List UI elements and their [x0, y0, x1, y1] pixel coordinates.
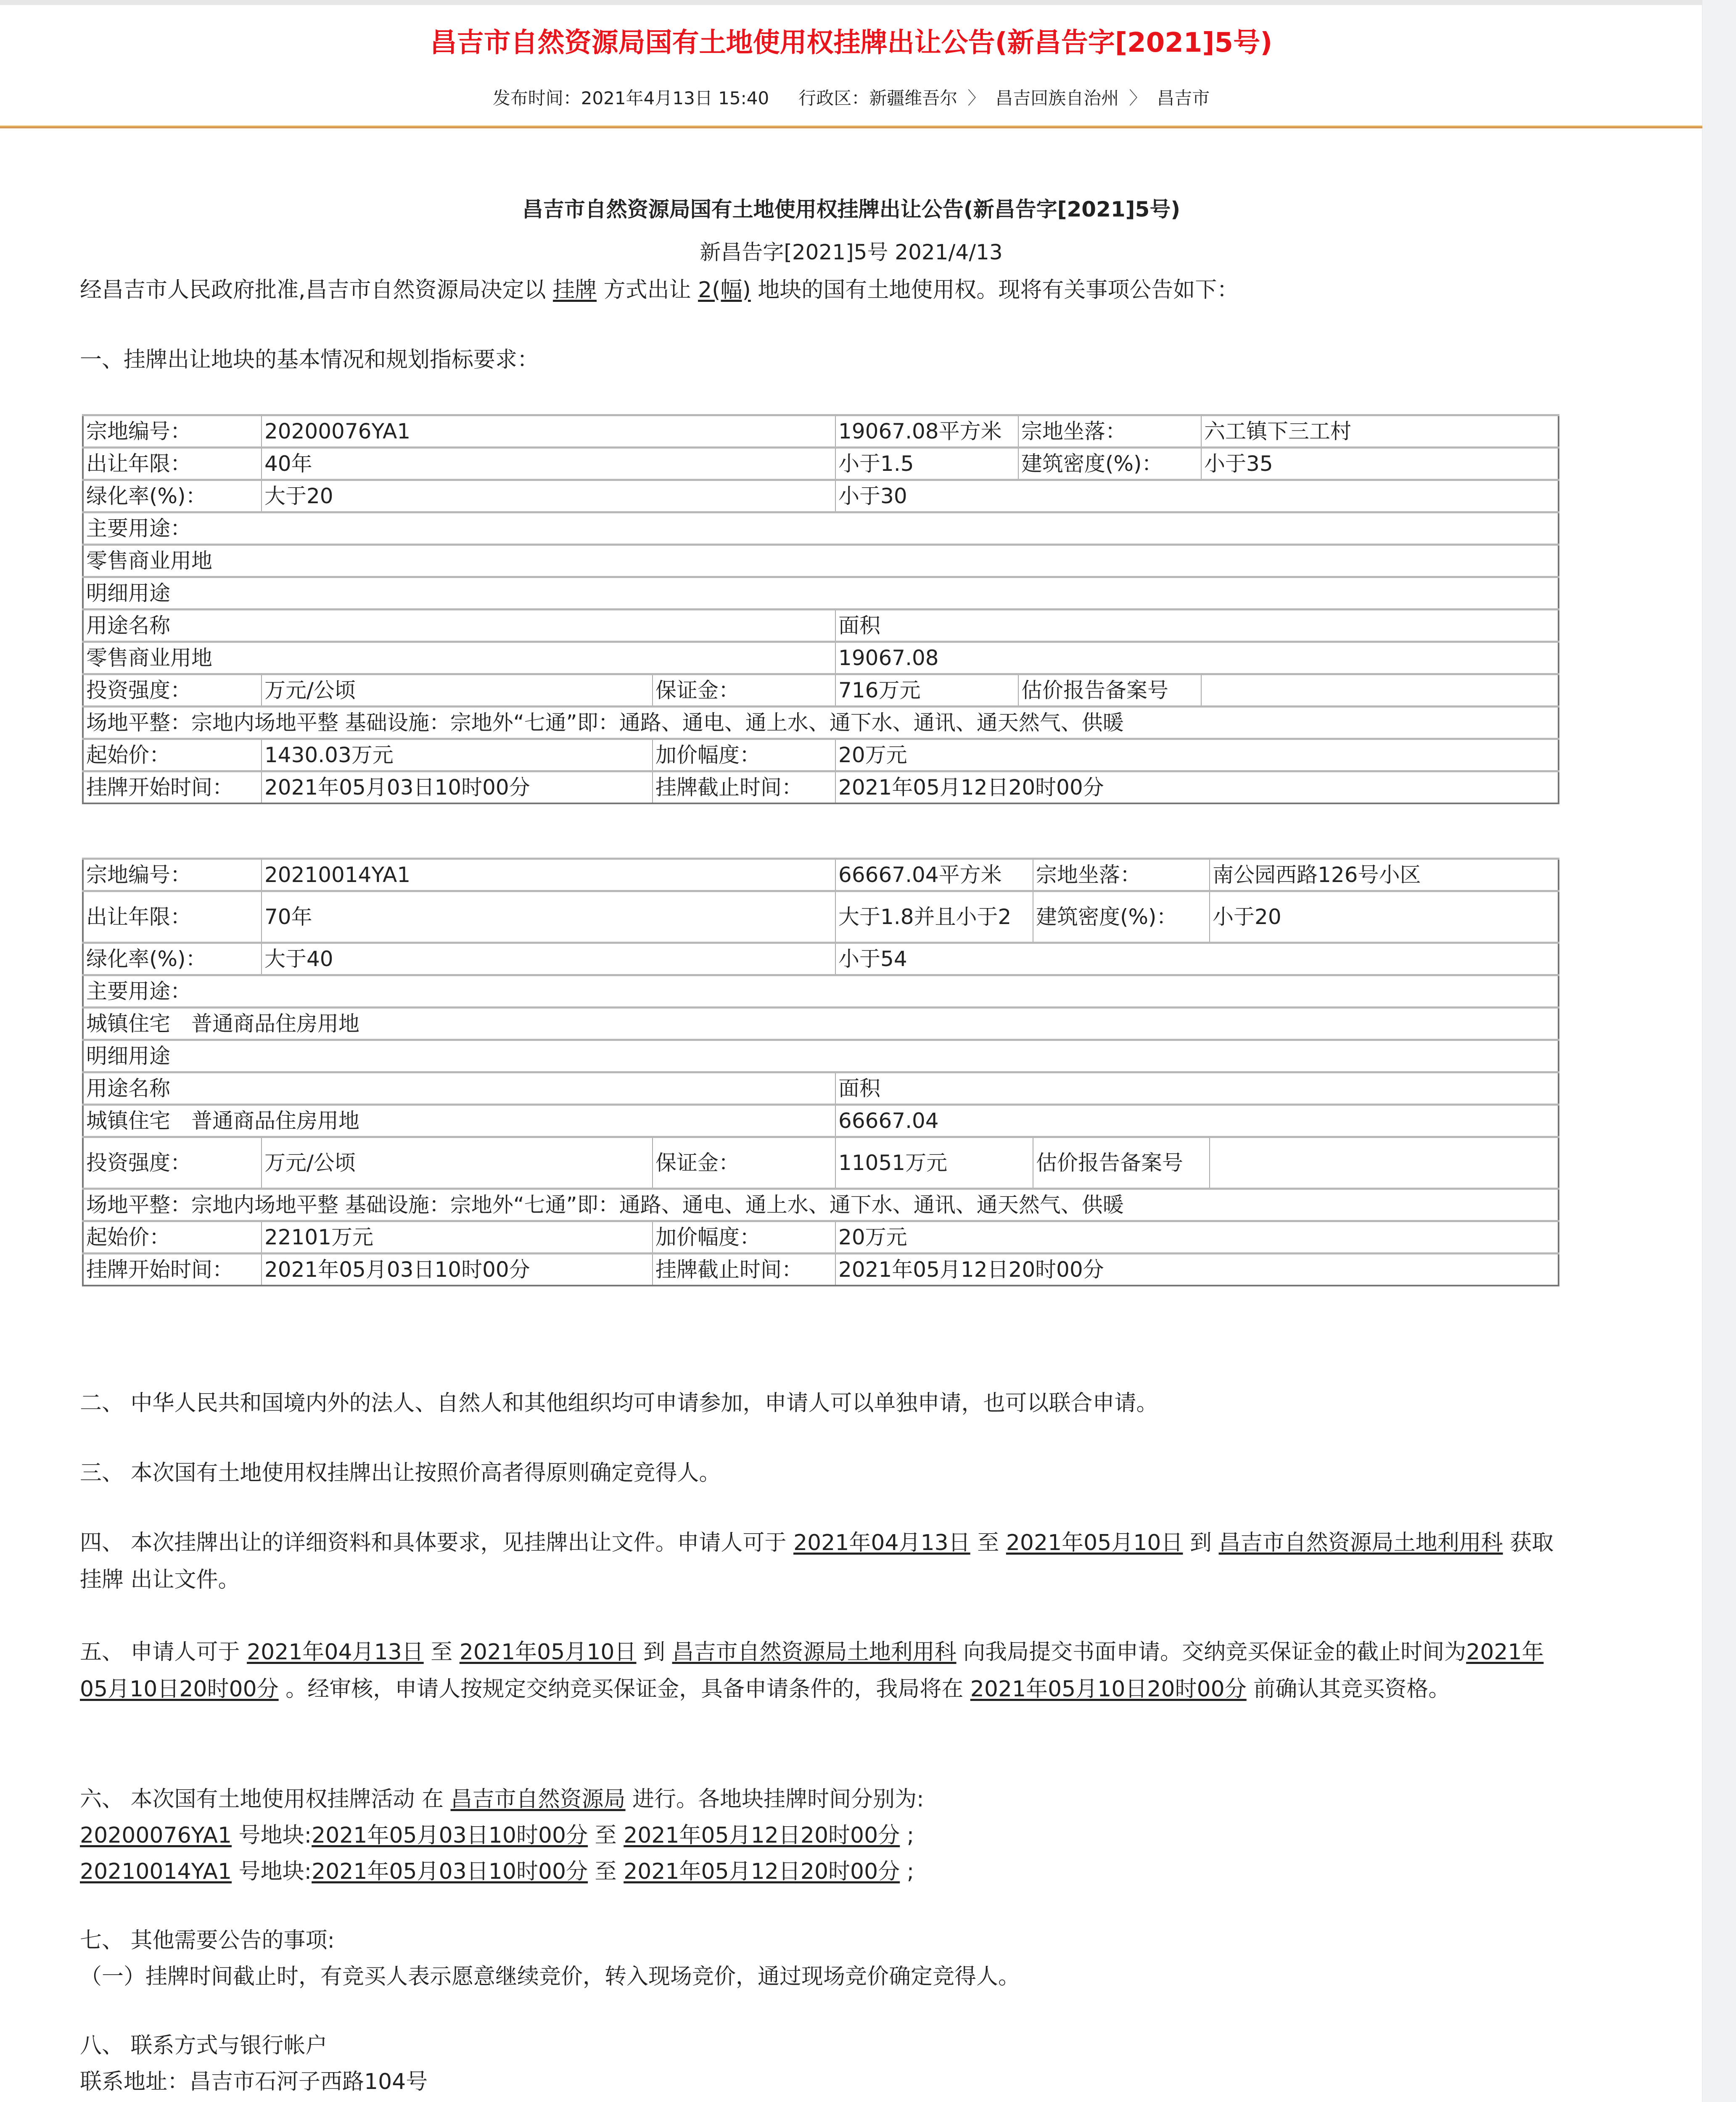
intro-paragraph [80, 272, 1560, 309]
start-price: 22101万元 [262, 1221, 653, 1254]
table-row [83, 1137, 1559, 1189]
use-name: 零售商业用地 [83, 642, 835, 674]
appraisal [1201, 674, 1559, 707]
start-time: 2021年05月03日10时00分 [262, 771, 653, 804]
table-row [83, 577, 1559, 610]
main-use: 零售商业用地 [83, 545, 1559, 577]
s5-text: 。经审核，申请人按规定交纳竞买保证金，具备申请条件的，我局将在 [278, 1677, 970, 1702]
detail-use-label: 明细用途 [83, 577, 1559, 610]
use-area: 66667.04 [835, 1105, 1559, 1137]
plot-table-1 [82, 414, 1559, 804]
start-price-label: 起始价： [83, 739, 262, 771]
section-7-heading: 七、 其他需要公告的事项: [80, 1928, 335, 1953]
use-name: 城镇住宅 普通商品住房用地 [83, 1105, 835, 1137]
section-6 [80, 1781, 1560, 1818]
s4-text: 四、 本次挂牌出让的详细资料和具体要求，见挂牌出让文件。申请人可于 [80, 1530, 794, 1555]
table-row [83, 1008, 1559, 1040]
plot-density-label: 建筑密度(%)： [1018, 448, 1201, 480]
increment: 20万元 [835, 739, 1559, 771]
site-infrastructure: 场地平整：宗地内场地平整 基础设施：宗地外“七通”即：通路、通电、通上水、通下水、通讯、通天然气、供暖 [83, 707, 1559, 739]
table-row [83, 415, 1559, 448]
use-area-label: 面积 [835, 1072, 1559, 1105]
s4-date-to: 2021年05月10日 [1006, 1530, 1183, 1555]
table-row [83, 480, 1559, 512]
intro-text: 方式出让 [597, 277, 698, 303]
end-time-label: 挂牌截止时间： [653, 771, 835, 804]
region-crumb-1[interactable]: 新疆维吾尔 [869, 88, 958, 108]
s6-end: 2021年05月12日20时00分 [624, 1823, 900, 1848]
s6-text: 至 [588, 1859, 624, 1884]
s6-text: ; [900, 1859, 914, 1884]
use-area-label: 面积 [835, 610, 1559, 642]
section-7-item-1: （一）挂牌时间截止时，有竞买人表示愿意继续竞价，转入现场竞价，通过现场竞价确定竞得人。 [80, 1964, 1020, 1989]
plot-area: 19067.08平方米 [835, 415, 1018, 448]
s4-place: 昌吉市自然资源局土地利用科 [1218, 1530, 1503, 1555]
start-time: 2021年05月03日10时00分 [262, 1254, 653, 1286]
main-use-label: 主要用途： [83, 512, 1559, 545]
s4-date-from: 2021年04月13日 [793, 1530, 970, 1555]
appraisal-label: 估价报告备案号 [1018, 674, 1201, 707]
table-row [83, 859, 1559, 891]
publish-time: 2021年4月13日 15:40 [581, 88, 769, 108]
plot-density: 小于35 [1201, 448, 1559, 480]
section-1-heading: 一、挂牌出让地块的基本情况和规划指标要求： [80, 347, 539, 372]
deposit-label: 保证金： [653, 1137, 835, 1189]
s6-text: 号地块: [232, 1859, 312, 1884]
plot-far: 大于1.8并且小于2 [835, 891, 1033, 943]
s5-date-from: 2021年04月13日 [247, 1640, 424, 1665]
plot-table-2 [82, 858, 1559, 1286]
table-row [83, 1189, 1559, 1221]
s4-text: 获取 挂牌 出让文件。 [80, 1530, 1554, 1592]
publish-label: 发布时间： [492, 88, 581, 108]
table-row [83, 975, 1559, 1008]
s5-text: 向我局提交书面申请。交纳竞买保证金的截止时间为 [956, 1640, 1466, 1665]
invest-label: 投资强度： [83, 1137, 262, 1189]
site-infrastructure: 场地平整：宗地内场地平整 基础设施：宗地外“七通”即：通路、通电、通上水、通下水、通讯、通天然气、供暖 [83, 1189, 1559, 1221]
contact-person [80, 2099, 1560, 2102]
table-row [83, 545, 1559, 577]
plot-area: 66667.04平方米 [835, 859, 1033, 891]
page-scrollbar[interactable] [1702, 0, 1736, 2102]
appraisal-label: 估价报告备案号 [1033, 1137, 1210, 1189]
plot-green-label: 绿化率(%)： [83, 480, 262, 512]
plot-term: 70年 [262, 891, 835, 943]
s5-date-to: 2021年05月10日 [459, 1640, 637, 1665]
plot-density: 小于20 [1210, 891, 1559, 943]
s6-text: ; [900, 1823, 914, 1848]
s4-text: 到 [1183, 1530, 1219, 1555]
table-row [83, 943, 1559, 975]
main-use: 城镇住宅 普通商品住房用地 [83, 1008, 1559, 1040]
plot-location-label: 宗地坐落： [1033, 859, 1210, 891]
s6-start: 2021年05月03日10时00分 [312, 1823, 588, 1848]
contact-address: 联系地址：昌吉市石河子西路104号 [80, 2069, 428, 2094]
table-row [83, 610, 1559, 642]
table-row [83, 707, 1559, 739]
deposit-label: 保证金： [653, 674, 835, 707]
table-row [83, 891, 1559, 943]
plot-location-label: 宗地坐落： [1018, 415, 1201, 448]
table-row [83, 674, 1559, 707]
table-row [83, 1254, 1559, 1286]
plot-id-label: 宗地编号： [83, 415, 262, 448]
s6-plot-id: 20210014YA1 [80, 1859, 232, 1884]
plot-green-label: 绿化率(%)： [83, 943, 262, 975]
intro-count: 2(幅) [698, 277, 751, 303]
s5-deadline: 2021年05月10日20时00分 [80, 1640, 1544, 1702]
end-time: 2021年05月12日20时00分 [835, 771, 1559, 804]
section-6-row-2 [80, 1853, 1560, 1890]
plot-term-label: 出让年限： [83, 891, 262, 943]
increment-label: 加价幅度： [653, 1221, 835, 1254]
plot-height: 小于54 [835, 943, 1559, 975]
plot-id: 20200076YA1 [262, 415, 835, 448]
appraisal [1210, 1137, 1559, 1189]
table-row [83, 1105, 1559, 1137]
plot-green: 大于20 [262, 480, 835, 512]
table-row [83, 1221, 1559, 1254]
s6-text: 六、 本次国有土地使用权挂牌活动 在 [80, 1787, 451, 1812]
start-time-label: 挂牌开始时间： [83, 1254, 262, 1286]
s5-text: 五、 申请人可于 [80, 1640, 247, 1665]
plot-term-label: 出让年限： [83, 448, 262, 480]
deposit: 716万元 [835, 674, 1018, 707]
section-6-row-1 [80, 1817, 1560, 1854]
table-row [83, 771, 1559, 804]
end-time-label: 挂牌截止时间： [653, 1254, 835, 1286]
s5-text: 至 [423, 1640, 460, 1665]
region-crumb-3[interactable]: 昌吉市 [1157, 88, 1210, 108]
s6-text: 进行。各地块挂牌时间分别为: [625, 1787, 924, 1812]
start-time-label: 挂牌开始时间： [83, 771, 262, 804]
plot-id-label: 宗地编号： [83, 859, 262, 891]
s5-text: 前确认其竞买资格。 [1246, 1677, 1451, 1702]
table-row [83, 448, 1559, 480]
document-title: 昌吉市自然资源局国有土地使用权挂牌出让公告(新昌告字[2021]5号) [522, 197, 1181, 222]
plot-far: 小于1.5 [835, 448, 1018, 480]
page-title: 昌吉市自然资源局国有土地使用权挂牌出让公告(新昌告字[2021]5号) [430, 27, 1273, 58]
start-price: 1430.03万元 [262, 739, 653, 771]
table-row [83, 739, 1559, 771]
plot-location: 六工镇下三工村 [1201, 415, 1559, 448]
header-divider [0, 125, 1702, 129]
table-row [83, 642, 1559, 674]
s5-place: 昌吉市自然资源局土地利用科 [672, 1640, 957, 1665]
section-2: 二、 中华人民共和国境内外的法人、自然人和其他组织均可申请参加，申请人可以单独申请，也可以联合申请。 [80, 1391, 1158, 1416]
table-row [83, 1040, 1559, 1072]
end-time: 2021年05月12日20时00分 [835, 1254, 1559, 1286]
document-subtitle: 新昌告字[2021]5号 2021/4/13 [700, 240, 1003, 264]
s6-place: 昌吉市自然资源局 [450, 1787, 626, 1812]
s6-plot-id: 20200076YA1 [80, 1823, 232, 1848]
plot-density-label: 建筑密度(%)： [1033, 891, 1210, 943]
plot-id: 20210014YA1 [262, 859, 835, 891]
use-area: 19067.08 [835, 642, 1559, 674]
intro-text: 经昌吉市人民政府批准,昌吉市自然资源局决定以 [80, 277, 553, 303]
start-price-label: 起始价： [83, 1221, 262, 1254]
s5-text: 到 [636, 1640, 672, 1665]
s6-text: 号地块: [232, 1823, 312, 1848]
s6-end: 2021年05月12日20时00分 [624, 1859, 900, 1884]
publish-meta [0, 87, 1702, 110]
s6-text: 至 [588, 1823, 624, 1848]
deposit: 11051万元 [835, 1137, 1033, 1189]
section-4 [80, 1524, 1560, 1598]
s5-confirm-time: 2021年05月10日20时00分 [970, 1677, 1247, 1702]
invest-label: 投资强度： [83, 674, 262, 707]
region-crumb-2[interactable]: 昌吉回族自治州 [995, 88, 1119, 108]
section-5 [80, 1634, 1560, 1708]
intro-text: 地块的国有土地使用权。现将有关事项公告如下： [750, 277, 1239, 303]
use-name-label: 用途名称 [83, 1072, 835, 1105]
invest: 万元/公顷 [262, 674, 653, 707]
plot-location: 南公园西路126号小区 [1210, 859, 1559, 891]
use-name-label: 用途名称 [83, 610, 835, 642]
section-3: 三、 本次国有土地使用权挂牌出让按照价高者得原则确定竞得人。 [80, 1460, 721, 1486]
plot-height: 小于30 [835, 480, 1559, 512]
plot-green: 大于40 [262, 943, 835, 975]
s6-start: 2021年05月03日10时00分 [312, 1859, 588, 1884]
chevron-right-icon: 〉 [1129, 88, 1147, 108]
increment-label: 加价幅度： [653, 739, 835, 771]
detail-use-label: 明细用途 [83, 1040, 1559, 1072]
increment: 20万元 [835, 1221, 1559, 1254]
chevron-right-icon: 〉 [967, 88, 986, 108]
s4-text: 至 [970, 1530, 1006, 1555]
plot-term: 40年 [262, 448, 835, 480]
table-row [83, 512, 1559, 545]
region-label: 行政区： [798, 88, 869, 108]
invest: 万元/公顷 [262, 1137, 653, 1189]
intro-method: 挂牌 [553, 277, 597, 303]
table-row [83, 1072, 1559, 1105]
section-8-heading: 八、 联系方式与银行帐户 [80, 2033, 328, 2058]
main-use-label: 主要用途： [83, 975, 1559, 1008]
